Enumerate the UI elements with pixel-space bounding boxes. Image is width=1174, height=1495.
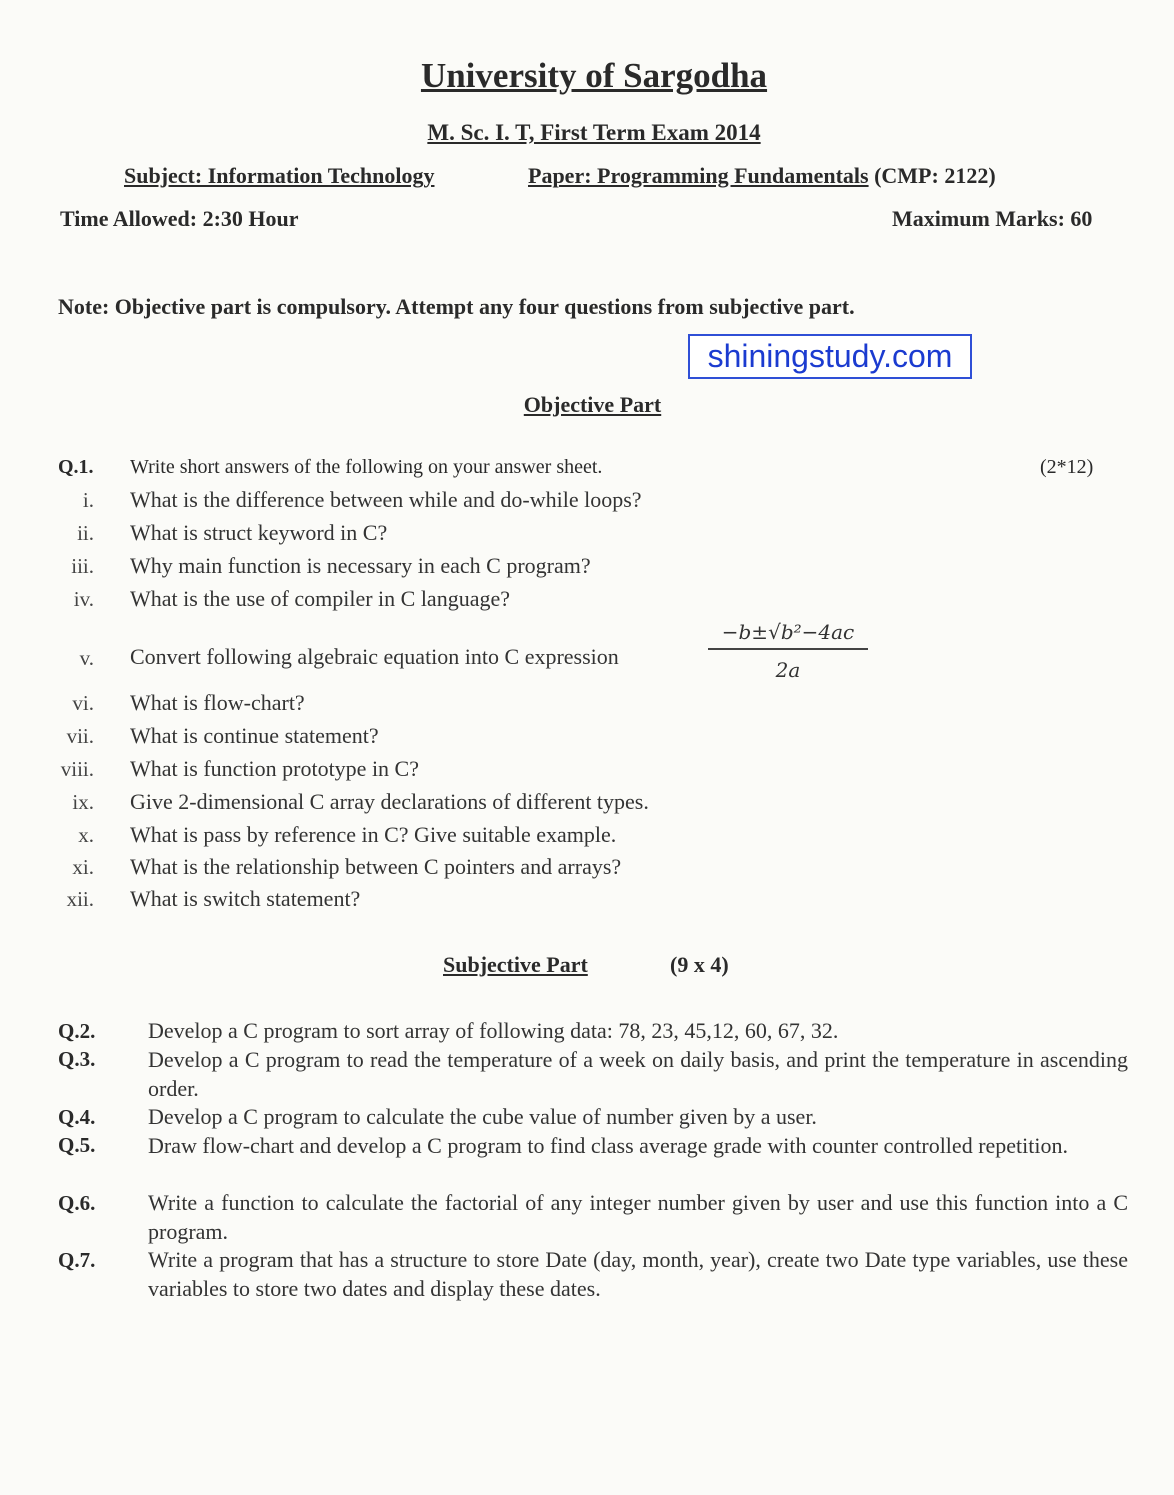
objective-item: What is the difference between while and do-while loops? <box>130 487 642 512</box>
item-number: vi. <box>72 691 94 715</box>
item-number: v. <box>79 646 94 670</box>
item-number: ii. <box>77 521 94 545</box>
objective-item: What is flow-chart? <box>130 690 305 715</box>
subjective-heading: Subjective Part <box>443 952 588 977</box>
question-number-q1: Q.1. <box>58 456 94 478</box>
objective-item: What is switch statement? <box>130 886 361 911</box>
objective-item: What is pass by reference in C? Give suitable example. <box>130 822 617 847</box>
paper-code: (CMP: 2122) <box>874 163 996 188</box>
objective-item: What is continue statement? <box>130 723 379 748</box>
item-number: x. <box>78 823 94 847</box>
equation-numerator: −b±√b²−4ac <box>708 620 868 650</box>
objective-item: Convert following algebraic equation into C expression <box>130 644 619 669</box>
item-number: xii. <box>66 887 94 911</box>
quadratic-equation <box>708 620 868 682</box>
subjective-marks: (9 x 4) <box>670 952 729 977</box>
question-number: Q.2. <box>58 1019 96 1043</box>
time-allowed: Time Allowed: 2:30 Hour <box>60 206 299 231</box>
subjective-question: Write a program that has a structure to store Date (day, month, year), create two Date type variables, use these variables to store two dates and display these dates. <box>148 1247 1128 1301</box>
subjective-question: Develop a C program to read the temperature of a week on daily basis, and print the temperature in ascending order. <box>148 1047 1128 1101</box>
objective-item: Why main function is necessary in each C program? <box>130 553 591 578</box>
q1-marks: (2*12) <box>1040 456 1094 478</box>
item-number: i. <box>82 488 94 512</box>
maximum-marks: Maximum Marks: 60 <box>892 206 1093 231</box>
question-number: Q.6. <box>58 1191 96 1215</box>
equation-denominator: 2a <box>775 658 801 682</box>
objective-item: What is the relationship between C pointers and arrays? <box>130 854 622 879</box>
q1-instruction: Write short answers of the following on your answer sheet. <box>130 456 603 478</box>
item-number: iii. <box>71 554 94 578</box>
item-number: xi. <box>72 855 94 879</box>
question-number: Q.4. <box>58 1105 96 1129</box>
subjective-question: Write a function to calculate the factorial of any integer number given by user and use this function into a C program. <box>148 1190 1128 1244</box>
subjective-question: Develop a C program to sort array of following data: 78, 23, 45,12, 60, 67, 32. <box>148 1018 839 1043</box>
subjective-question: Develop a C program to calculate the cube value of number given by a user. <box>148 1104 817 1129</box>
item-number: iv. <box>73 587 94 611</box>
objective-item: What is function prototype in C? <box>130 756 419 781</box>
objective-item: What is the use of compiler in C language? <box>130 586 510 611</box>
subjective-question: Draw flow-chart and develop a C program to find class average grade with counter controlled repetition. <box>148 1133 1068 1158</box>
paper-label <box>528 163 996 189</box>
paper-name: Paper: Programming Fundamentals <box>528 163 869 188</box>
objective-item: What is struct keyword in C? <box>130 520 388 545</box>
question-number: Q.7. <box>58 1248 96 1272</box>
exam-title: M. Sc. I. T, First Term Exam 2014 <box>427 120 761 145</box>
objective-heading: Objective Part <box>523 392 662 417</box>
item-number: viii. <box>60 757 94 781</box>
objective-item: Give 2-dimensional C array declarations of different types. <box>130 789 649 814</box>
question-number: Q.5. <box>58 1133 96 1157</box>
item-number: vii. <box>66 724 94 748</box>
item-number: ix. <box>72 790 94 814</box>
question-number: Q.3. <box>58 1047 96 1071</box>
university-title: University of Sargodha <box>420 56 768 95</box>
watermark-link[interactable]: shiningstudy.com <box>688 334 972 379</box>
exam-note: Note: Objective part is compulsory. Attempt any four questions from subjective part. <box>58 294 855 319</box>
subject-label: Subject: Information Technology <box>124 163 435 188</box>
